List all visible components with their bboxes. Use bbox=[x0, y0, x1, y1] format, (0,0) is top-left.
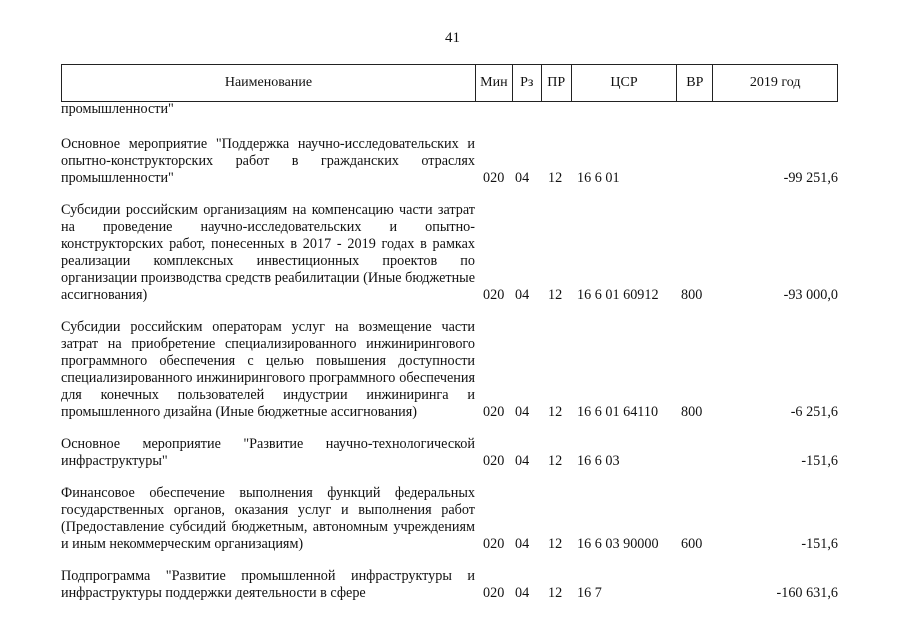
table-body bbox=[61, 101, 838, 617]
table-row bbox=[61, 319, 838, 421]
row-name: Субсидии российским организациям на компенсацию части затрат на проведение научно-исследовательских и опытно-конструкторских работ, понесенных в 2017 - 2019 годах в рамках реализации комплексных инвестиционных проектов по организации производства средств реабилитации (Иные бюджетные ассигнования) bbox=[61, 202, 475, 303]
row-rz: 04 bbox=[515, 287, 530, 303]
row-pr: 12 bbox=[548, 453, 563, 469]
row-pr: 12 bbox=[548, 404, 563, 420]
row-sum: -99 251,6 bbox=[783, 170, 838, 186]
row-pr: 12 bbox=[548, 536, 563, 552]
row-rz: 04 bbox=[515, 170, 530, 186]
row-vr: 800 bbox=[681, 404, 703, 420]
row-rz: 04 bbox=[515, 585, 530, 601]
row-csr: 16 6 03 90000 bbox=[577, 536, 659, 552]
table-header bbox=[61, 64, 838, 102]
row-min: 020 bbox=[483, 404, 505, 420]
row-csr: 16 6 01 60912 bbox=[577, 287, 659, 303]
row-sum: -151,6 bbox=[801, 536, 838, 552]
row-pr: 12 bbox=[548, 287, 563, 303]
row-min: 020 bbox=[483, 287, 505, 303]
header-rz: Рз bbox=[512, 65, 541, 101]
row-pr: 12 bbox=[548, 170, 563, 186]
row-csr: 16 6 03 bbox=[577, 453, 620, 469]
row-pr: 12 bbox=[548, 585, 563, 601]
row-name: Основное мероприятие "Поддержка научно-исследовательских и опытно-конструкторских работ в гражданских отраслях промышленности" bbox=[61, 136, 475, 186]
row-rz: 04 bbox=[515, 404, 530, 420]
row-min: 020 bbox=[483, 585, 505, 601]
row-csr: 16 7 bbox=[577, 585, 602, 601]
header-pr: ПР bbox=[541, 65, 571, 101]
table-row bbox=[61, 136, 838, 187]
row-name: Субсидии российским операторам услуг на возмещение части затрат на приобретение специализированного инжинирингового программного обеспечения с целью повышения доступности специализированного инжинирингового программного обеспечения для конечных пользователей индустрии инжиниринга и промышленного дизайна (Иные бюджетные ассигнования) bbox=[61, 319, 475, 420]
row-sum: -93 000,0 bbox=[783, 287, 838, 303]
page-number: 41 bbox=[445, 30, 460, 46]
table-row bbox=[61, 568, 838, 602]
row-min: 020 bbox=[483, 170, 505, 186]
header-name: Наименование bbox=[224, 75, 313, 90]
header-csr: ЦСР bbox=[571, 65, 677, 101]
row-vr: 800 bbox=[681, 287, 703, 303]
row-csr: 16 6 01 bbox=[577, 170, 620, 186]
row-sum: -6 251,6 bbox=[790, 404, 838, 420]
row-sum: -160 631,6 bbox=[776, 585, 838, 601]
row-min: 020 bbox=[483, 453, 505, 469]
row-name: Финансовое обеспечение выполнения функций федеральных государственных органов, оказания услуг и выполнения работ (Предоставление субсидий бюджетным, автономным учреждениям и иным некоммерческим организациям) bbox=[61, 485, 475, 552]
table-row bbox=[61, 436, 838, 470]
row-min: 020 bbox=[483, 536, 505, 552]
table-row bbox=[61, 485, 838, 553]
row-name: промышленности" bbox=[61, 101, 174, 117]
row-sum: -151,6 bbox=[801, 453, 838, 469]
row-vr: 600 bbox=[681, 536, 703, 552]
row-rz: 04 bbox=[515, 536, 530, 552]
row-rz: 04 bbox=[515, 453, 530, 469]
table-row bbox=[61, 202, 838, 304]
row-csr: 16 6 01 64110 bbox=[577, 404, 659, 420]
table-row bbox=[61, 101, 838, 118]
header-vr: ВР bbox=[676, 65, 712, 101]
header-year: 2019 год bbox=[712, 65, 837, 101]
header-min: Мин bbox=[475, 65, 512, 101]
row-name: Основное мероприятие "Развитие научно-технологической инфраструктуры" bbox=[61, 436, 475, 469]
row-name: Подпрограмма "Развитие промышленной инфраструктуры и инфраструктуры поддержки деятельности в сфере bbox=[61, 568, 475, 601]
